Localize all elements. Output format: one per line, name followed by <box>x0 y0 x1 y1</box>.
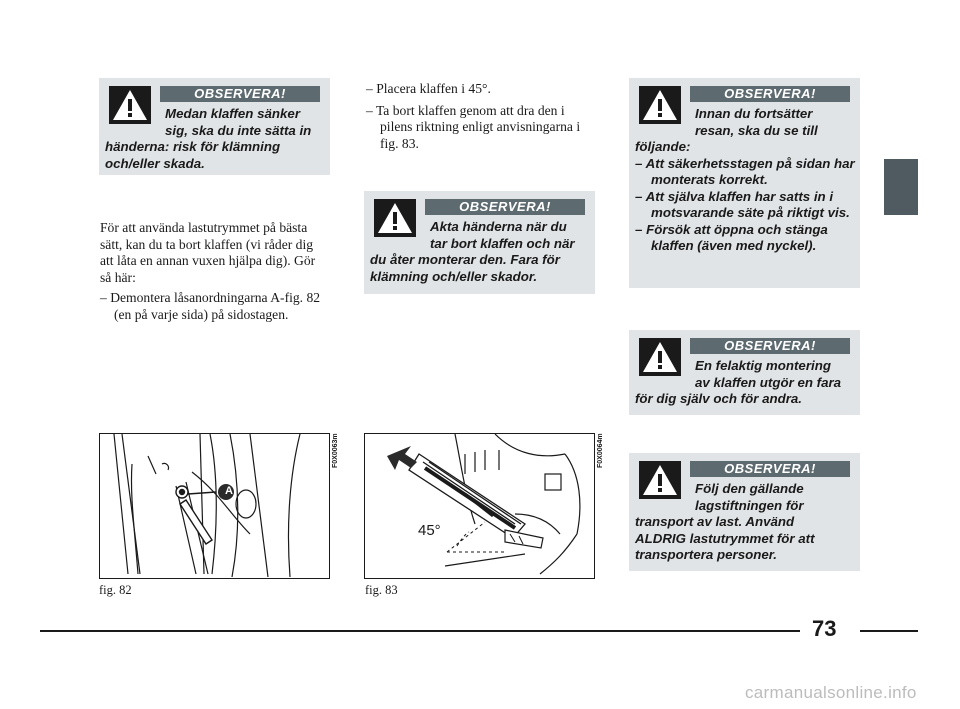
warning-text: Innan du fortsätter resan, ska du se till följande: – Att säkerhetsstagen på sidan har monterats korrekt. – Att själva klaffen har satts in i motsvarande säte på riktigt vis. – Försök att öppna och stänga klaffen (även med nyckel). <box>635 106 857 255</box>
warning-box-4 <box>629 330 860 415</box>
warning-label: OBSERVERA! <box>690 338 850 354</box>
steps-text <box>366 81 594 152</box>
figure-83-code: F0X0064m <box>597 433 604 468</box>
intro-text: För att använda lastutrymmet på bästa sätt, kan du ta bort klaffen (vi råder dig att låta en annan vuxen hjälpa dig). Gör så här: <box>100 220 316 285</box>
warning-label: OBSERVERA! <box>160 86 320 102</box>
angle-label: 45° <box>418 522 441 539</box>
footer-rule-right <box>860 630 918 632</box>
section-tab-marker <box>884 159 918 215</box>
figure-83-caption: fig. 83 <box>365 583 398 597</box>
warning-label: OBSERVERA! <box>425 199 585 215</box>
callout-a-label: A <box>225 485 233 497</box>
warning-box-3 <box>629 78 860 288</box>
instruction-item: – Demontera låsanordningarna A-fig. 82 (en på varje sida) på sidostagen. <box>100 290 321 322</box>
figure-82-image <box>99 433 330 579</box>
warning-list-item: – Försök att öppna och stänga klaffen (även med nyckel). <box>635 221 828 253</box>
warning-text: Följ den gällande lagstiftningen för transport av last. Använd ALDRIG lastutrymmet för att transportera personer. <box>635 481 815 562</box>
warning-box-5 <box>629 453 860 571</box>
warning-label: OBSERVERA! <box>690 86 850 102</box>
warning-text: Akta händerna när du tar bort klaffen och när du åter monterar den. Fara för klämning och/eller skador. <box>370 219 575 284</box>
figure-82-caption: fig. 82 <box>99 583 132 597</box>
warning-list-item: – Att själva klaffen har satts in i motsvarande säte på riktigt vis. <box>635 188 850 220</box>
warning-text: Medan klaffen sänker sig, ska du inte sätta in händerna: risk för klämning och/eller skada. <box>105 106 312 171</box>
warning-box-2 <box>364 191 595 294</box>
warning-label: OBSERVERA! <box>690 461 850 477</box>
warning-list-item: – Att säkerhetsstagen på sidan har monterats korrekt. <box>635 155 855 187</box>
watermark-text: carmanualsonline.info <box>745 683 917 702</box>
figure-83-image <box>364 433 595 579</box>
intro-paragraph <box>100 220 325 323</box>
warning-text: En felaktig montering av klaffen utgör en fara för dig själv och för andra. <box>635 358 842 406</box>
warning-box-1 <box>99 78 330 175</box>
page-number: 73 <box>812 616 837 641</box>
footer-rule-left <box>40 630 800 632</box>
step-item-2: – Ta bort klaffen genom att dra den i pilens riktning enligt anvisningarna i fig. 83. <box>366 102 581 151</box>
step-item-1: – Placera klaffen i 45°. <box>366 81 491 96</box>
figure-82-code: F0X0063m <box>332 433 339 468</box>
